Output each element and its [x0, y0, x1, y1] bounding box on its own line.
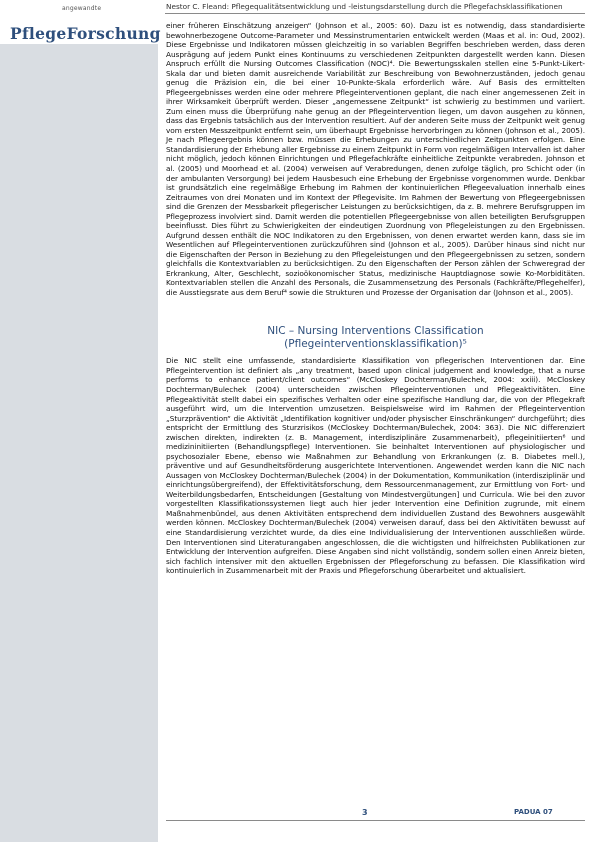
section-heading-line-2: (Pflegeinterventionsklassifikation)⁵: [284, 337, 467, 350]
page-number: 3: [362, 808, 368, 817]
header-divider: [165, 13, 585, 14]
article-body: [166, 21, 585, 576]
logo-name: PflegeForschung: [10, 24, 161, 43]
sidebar-panel: [0, 44, 158, 842]
section-heading-line-1: NIC – Nursing Interventions Classification: [267, 325, 484, 338]
journal-name: PADUA 07: [514, 808, 553, 816]
body-paragraph-2: Die NIC stellt eine umfassende, standardisierte Klassifikation von pflegerischen Interventionen dar. Eine Pflegeintervention ist definiert als „any treatment, based upon clinical judgement and knowledge, that a nurse performs to enhance patient/client outcomes“ (McCloskey Dochterman/Bulechek, 2004: xxiii). McCloskey Dochterman/Bulechek (2004) unterscheiden zwischen Pflegeinterventionen und Pflegeaktivitäten. Eine Pflegeaktivität stellt dabei ein spezifisches Verhalten oder eine spezifische Handlung dar, die von der Pflegekraft ausgeführt wird, um die Intervention umzusetzen. Beispielsweise wird im Rahmen der Pflegeintervention „Sturzprävention“ die Aktivität „Identifikation kognitiver und/oder physischer Einschränkungen“ durchgeführt; dies entspricht der Ermittlung des Sturzrisikos (McCloskey Dochterman/Bulechek, 2004: 363). Die NIC differenziert zwischen direkten, indirekten (z. B. Management, interdisziplinäre Zusammenarbeit), pflegeinitiierten⁶ und medizininitiierten (Behandlungspflege) Interventionen. Sie beinhaltet Interventionen auf physiologischer und psychosozialer Ebene, ebenso wie Maßnahmen zur Behandlung von Erkrankungen (z. B. Diabetes mell.), präventive und auf Gesundheitsförderung ausgerichtete Interventionen. Angewendet werden kann die NIC nach Aussagen von McCloskey Dochterman/Bulechek (2004) in der Dokumentation, Kommunikation (interdisziplinär und einrichtungsübergreifend), der Effektivitätsforschung, dem Ressourcenmanagement, zur Ermittlung von Fort- und Weiterbildungsbedarfen, Entscheidungen [Gestaltung von Mindestvergütungen] und Curricula. Wie bei den zuvor vorgestellten Klassifikationssystemen liegt auch hier jeder Intervention eine Definition zugrunde, mit einem Maßnahmenbündel, aus denen Aktivitäten entsprechend dem individuellen Zustand des Bewohners ausgewählt werden können. McCloskey Dochterman/Bulechek (2004) verweisen darauf, dass bei den Aktivitäten bewusst auf eine Standardisierung verzichtet wurde, da dies eine Individualisierung der Interventionen ausschließen würde. Den Interventionen sind Literaturangaben angeschlossen, die die wichtigsten und hilfreichsten Publikationen zur Entwicklung der Intervention aufgreifen. Diese Angaben sind nicht vollständig, sondern sollen einen Anreiz bieten, sich fachlich intensiver mit den aktuellen Ergebnissen der Pflegeforschung zu befassen. Die Klassifikation wird kontinuierlich in Zusammenarbeit mit der Praxis und Pflegeforschung überarbeitet und aktualisiert.: [166, 356, 585, 576]
logo-tagline: angewandte: [62, 5, 102, 12]
journal-logo: [10, 4, 160, 48]
section-heading: [166, 325, 585, 350]
footer-divider: [166, 820, 585, 821]
running-title: Nestor C. Fleand: Pflegequalitätsentwicklung und -leistungsdarstellung durch die Pflegefachsklassifikationen: [166, 2, 563, 11]
body-paragraph-1: einer früheren Einschätzung anzeigen“ (Johnson et al., 2005: 60). Dazu ist es notwendig, dass standardisierte bewohnerbezogene Outcome-Parameter und Messinstrumentarien entwickelt werden (Maas et al. in: Oud, 2002). Diese Ergebnisse und Indikatoren müssen gleichzeitig in so variablen Begriffen beschrieben werden, dass deren Ausprägung auf jedem Punkt eines Kontinuums zu verschiedenen Zeitpunkten dargestellt werden kann. Diesen Anspruch erfüllt die Nursing Outcomes Classification (NOC)⁴. Die Bewertungsskalen stellen eine 5-Punkt-Likert-Skala dar und bieten damit ausreichende Variabilität zur Beschreibung von Bewohnerzuständen, jedoch genau genug die Präzision ein, die bei einer 10-Punkte-Skala erforderlich wäre. Auf Basis des ermittelten Pflegeergebnisses werden eine oder mehrere Pflegeinterventionen geplant, die nach einer angemessenen Zeit in ihrer Wirksamkeit überprüft werden. Dieser „angemessene Zeitpunkt“ ist schwierig zu bestimmen und variiert. Zum einen muss die Überprüfung nahe genug an der Pflegeintervention liegen, um davon ausgehen zu können, dass das Ergebnis tatsächlich aus der Intervention resultiert. Auf der anderen Seite muss der Zeitpunkt weit genug vom ersten Messzeitpunkt entfernt sein, um überhaupt Ergebnisse hervorbringen zu können (Johnson et al., 2005). Je nach Pflegeergebnis können bzw. müssen die Erhebungen zu unterschiedlichen Zeitpunkten erfolgen. Eine Standardisierung der Erhebung aller Ergebnisse zu einem Zeitpunkt in Form von regelmäßigen Intervallen ist daher nicht möglich, jedoch können Einrichtungen und Pflegefachkräfte einheitliche Zeitpunkte verabreden. Johnson et al. (2005) und Moorhead et al. (2004) verweisen auf Verabredungen, denen zufolge täglich, pro Schicht oder (in der ambulanten Versorgung) bei jedem Hausbesuch eine Erhebung der Ergebnisse vorgenommen wurde. Denkbar ist grundsätzlich eine regelmäßige Erhebung im Rahmen der kontinuierlichen Pflegeevaluation innerhalb eines Zeitraumes von drei Monaten und im Kontext der Pflegevisite. Im Rahmen der Bewertung von Pflegeergebnissen sind die Grenzen der Messbarkeit pflegerischer Leistungen zu berücksichtigen, da z. B. mehrere Berufsgruppen im Pflegeprozess involviert sind. Damit werden die potentiellen Pflegeergebnisse von allen beteiligten Berufsgruppen beeinflusst. Dies führt zu Schwierigkeiten der eindeutigen Zuordnung von Pflegeleistungen zu den Ergebnissen. Aufgrund dessen enthält die NOC Indikatoren zu den Ergebnissen, von denen erwartet werden kann, dass sie im Wesentlichen auf Pflegeinterventionen zurückzuführen sind (Johnson et al., 2005). Darüber hinaus sind nicht nur die Eigenschaften der Person in Beziehung zu den Pflegeleistungen und den Pflegeergebnissen zu setzen, sondern gleichfalls die Kontextvariablen zu berücksichtigen. Zu den Eigenschaften der Person zählen der Schweregrad der Erkrankung, Alter, Geschlecht, sozioökonomischer Status, medizinische Hauptdiagnose sowie Ko-Morbiditäten. Kontextvariablen stellen die Anzahl des Personals, die Zusammensetzung des Personals (Fachkräfte/Pflegehelfer), die Ausstiegsrate aus dem Beruf⁴ sowie die Strukturen und Prozesse der Organisation dar (Johnson et al., 2005).: [166, 21, 585, 297]
